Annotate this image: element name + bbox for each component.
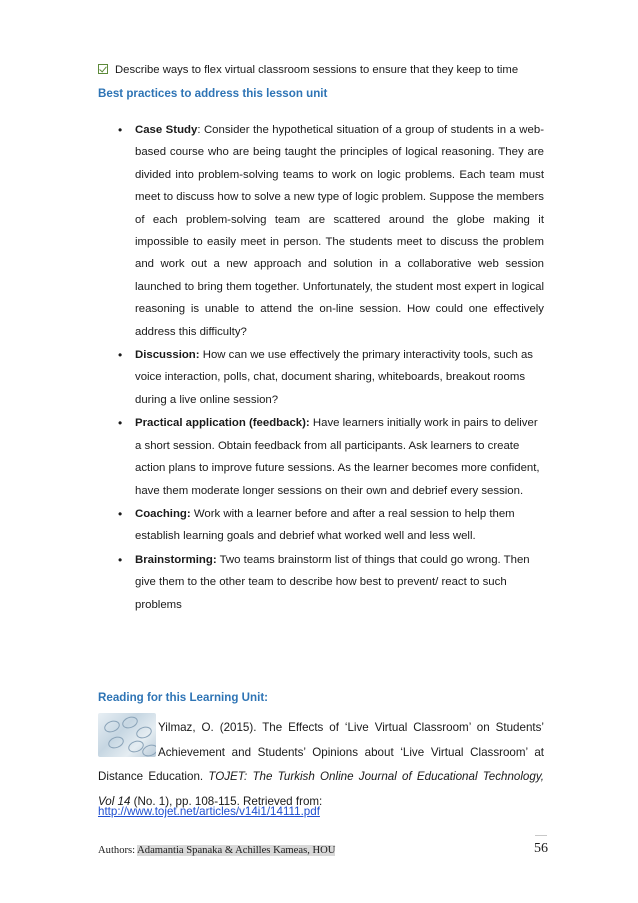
list-item-text: Work with a learner before and after a real session to help them establish learning goals and debrief what worked well and less well. bbox=[135, 507, 515, 543]
list-item-text: : Consider the hypothetical situation of a group of students in a web-based course who are being taught the principles of logical reasoning. They are divided into problem-solving teams to work on logic problems. Each team must meet to discuss how to solve a new type of logic problem. Suppose the members of each problem-solving team are scattered around the globe making it impossible to easily meet in person. The students meet to discuss the problem and work out a new approach and solution in a collaborative web session launched to bring them together. Unfortunately, the student most expert in logical reasoning is unable to attend the on-line session. How could one effectively address this difficulty? bbox=[135, 124, 544, 338]
list-item bbox=[118, 503, 544, 548]
list-item bbox=[118, 549, 544, 616]
list-item bbox=[118, 344, 544, 411]
reference-journal: TOJET: The Turkish Online Journal of Educational Technology, Vol 14 bbox=[98, 770, 544, 808]
objective-text: Describe ways to flex virtual classroom sessions to ensure that they keep to time bbox=[115, 64, 519, 76]
list-item-label: Coaching: bbox=[135, 507, 191, 520]
list-item-label: Brainstorming: bbox=[135, 553, 217, 566]
list-item-text: How can we use effectively the primary interactivity tools, such as voice interaction, polls, chat, document sharing, whiteboards, breakout rooms during a live online session? bbox=[135, 349, 533, 406]
list-item-text: Have learners initially work in pairs to deliver a short session. Obtain feedback from all participants. Ask learners to create action plans to improve future sessions. As the learner becomes more confident, have them moderate longer sessions on their own and debrief every session. bbox=[135, 417, 540, 497]
list-item-text: Two teams brainstorm list of things that could go wrong. Then give them to the other team to describe how best to prevent/ react to such problems bbox=[135, 553, 530, 611]
list-item-label: Practical application (feedback): bbox=[135, 417, 310, 430]
list-item-label: Case Study bbox=[135, 124, 198, 136]
reference-text: Yilmaz, O. (2015). The Effects of ‘Live Virtual Classroom’ on Students’ Achievement and Students’ Opinions about ‘Live Virtual Classroom’ at Distance Education. bbox=[98, 721, 544, 783]
bullet-icon: • bbox=[118, 506, 123, 521]
page-footer bbox=[98, 845, 335, 856]
bullet-icon: • bbox=[118, 348, 123, 363]
footer-prefix: Authors: bbox=[98, 845, 138, 856]
checkbox-icon bbox=[98, 64, 108, 74]
reference-issue: (No. 1), pp. 108-115. Retrieved from: bbox=[130, 794, 323, 808]
reading-heading: Reading for this Learning Unit: bbox=[98, 691, 269, 704]
best-practices-heading: Best practices to address this lesson unit bbox=[98, 87, 328, 100]
list-item bbox=[118, 119, 544, 343]
bullet-icon: • bbox=[118, 552, 123, 567]
footer-divider bbox=[535, 835, 547, 836]
page-number: 56 bbox=[534, 841, 548, 856]
reference-citation bbox=[98, 716, 544, 814]
footer-authors: Adamantia Spanaka & Achilles Kameas, HOU bbox=[137, 845, 336, 856]
bullet-icon: • bbox=[118, 416, 123, 431]
list-item-label: Discussion: bbox=[135, 349, 200, 362]
objective-item bbox=[98, 62, 518, 78]
list-item bbox=[118, 412, 544, 502]
best-practices-list bbox=[118, 119, 544, 616]
reference-link[interactable]: http://www.tojet.net/articles/v14i1/14111.pdf bbox=[98, 805, 320, 818]
bullet-icon: • bbox=[118, 123, 123, 137]
